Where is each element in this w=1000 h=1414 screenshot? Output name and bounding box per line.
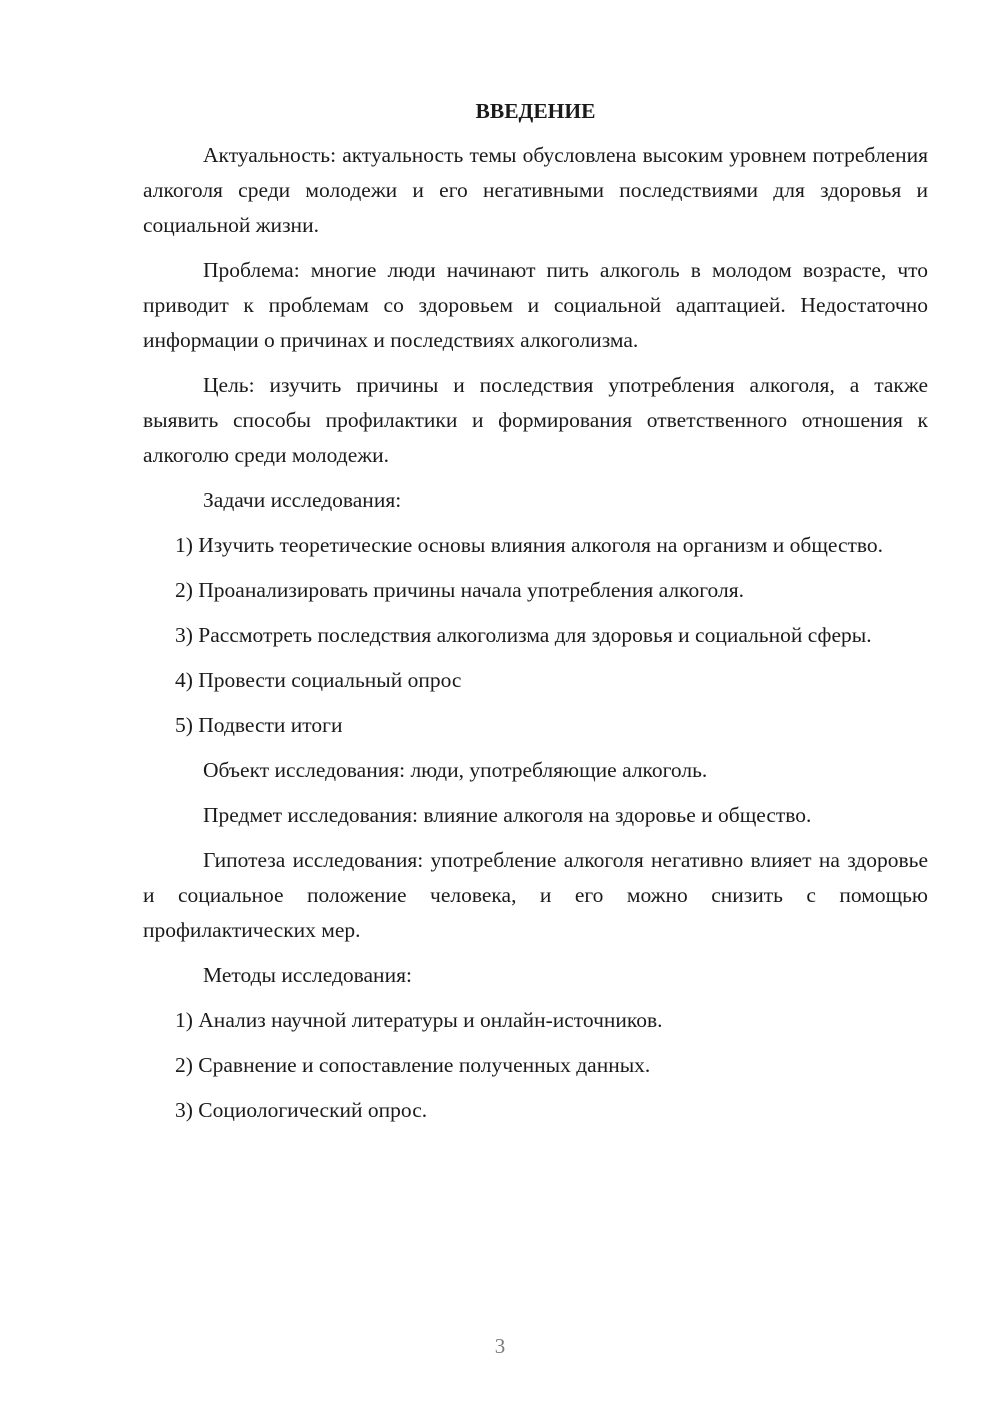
task-item-1: 1) Изучить теоретические основы влияния алкоголя на организм и общество. [175,533,884,557]
task-item-2: 2) Проанализировать причины начала употребления алкоголя. [175,578,744,602]
method-item-3: 3) Социологический опрос. [175,1098,428,1122]
task-item-4: 4) Провести социальный опрос [175,668,462,692]
method-item-1: 1) Анализ научной литературы и онлайн-источников. [175,1008,663,1032]
method-item-2: 2) Сравнение и сопоставление полученных данных. [175,1053,651,1077]
section-title: ВВЕДЕНИЕ [475,99,596,123]
paragraph-relevance: Актуальность: актуальность темы обусловлена высоким уровнем потребления алкоголя среди молодежи и его негативными последствиями для здоровья и социальной жизни. [143,143,928,237]
paragraph-hypothesis: Гипотеза исследования: употребление алкоголя негативно влияет на здоровье и социальное положение человека, и его можно снизить с помощью профилактических мер. [143,848,928,942]
paragraph-problem: Проблема: многие люди начинают пить алкоголь в молодом возрасте, что приводит к проблемам со здоровьем и социальной адаптацией. Недостаточно информации о причинах и последствиях алкоголизма. [143,258,928,352]
document-page [143,96,928,1138]
paragraph-object: Объект исследования: люди, употребляющие алкоголь. [203,758,708,782]
task-item-5: 5) Подвести итоги [175,713,343,737]
task-item-3: 3) Рассмотреть последствия алкоголизма для здоровья и социальной сферы. [175,623,872,647]
paragraph-methods-heading: Методы исследования: [203,963,412,987]
paragraph-tasks-heading: Задачи исследования: [203,488,402,512]
page-number: 3 [494,1334,506,1358]
paragraph-subject: Предмет исследования: влияние алкоголя на здоровье и общество. [203,803,812,827]
paragraph-goal: Цель: изучить причины и последствия употребления алкоголя, а также выявить способы профилактики и формирования ответственного отношения к алкоголю среди молодежи. [143,373,928,467]
